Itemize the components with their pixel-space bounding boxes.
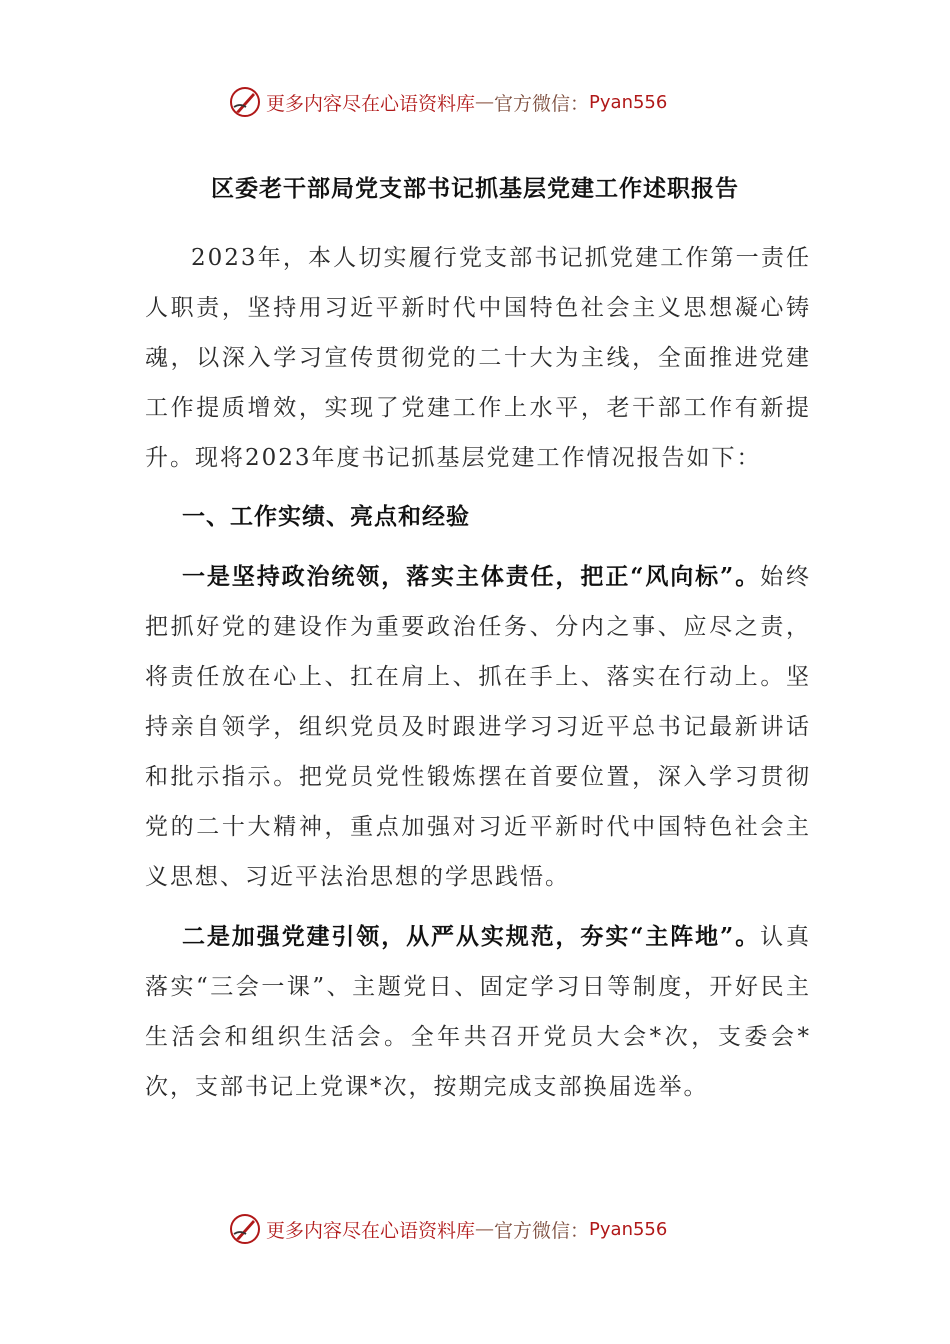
point-lead: 一是坚持政治统领，落实主体责任，把正“风向标”。 — [182, 563, 761, 590]
document-title: 区委老干部局党支部书记抓基层党建工作述职报告 — [211, 175, 739, 202]
quill-pen-logo-icon — [228, 85, 262, 119]
point-body: 认真落实“三会一课”、主题党日、固定学习日等制度，开好民主生活会和组织生活会。全年共召开党员大会*次，支委会*次，支部书记上党课*次，按期完成支部换届选举。 — [145, 924, 811, 1100]
quill-pen-logo-icon — [228, 1212, 262, 1246]
point-paragraph — [145, 912, 811, 1112]
section-heading: 一、工作实绩、亮点和经验 — [182, 503, 470, 530]
watermark-footer — [228, 1209, 667, 1249]
watermark-header — [228, 82, 667, 122]
point-paragraph — [145, 552, 811, 902]
watermark-wechat-id: Pyan556 — [589, 91, 668, 113]
watermark-label: 官方微信： — [494, 92, 590, 115]
watermark-brand: 更多内容尽在心语资料库 — [266, 1219, 476, 1242]
watermark-label: 官方微信： — [494, 1219, 590, 1242]
point-body: 始终把抓好党的建设作为重要政治任务、分内之事、应尽之责，将责任放在心上、扛在肩上、抓在手上、落实在行动上。坚持亲自领学，组织党员及时跟进学习习近平总书记最新讲话和批示指示。把党员党性锻炼摆在首要位置，深入学习贯彻党的二十大精神，重点加强对习近平新时代中国特色社会主义思想、习近平法治思想的学思践悟。 — [145, 564, 811, 890]
watermark-wechat-id: Pyan556 — [589, 1218, 668, 1240]
point-lead: 二是加强党建引领，从严从实规范，夯实“主阵地”。 — [182, 923, 761, 950]
intro-paragraph: 2023年，本人切实履行党支部书记抓党建工作第一责任人职责，坚持用习近平新时代中国特色社会主义思想凝心铸魂，以深入学习宣传贯彻党的二十大为主线，全面推进党建工作提质增效，实现了党建工作上水平，老干部工作有新提升。现将2023年度书记抓基层党建工作情况报告如下： — [145, 245, 811, 471]
watermark-separator: — — [475, 91, 495, 113]
watermark-brand: 更多内容尽在心语资料库 — [266, 92, 476, 115]
watermark-separator: — — [475, 1218, 495, 1240]
document-body — [145, 233, 811, 1112]
